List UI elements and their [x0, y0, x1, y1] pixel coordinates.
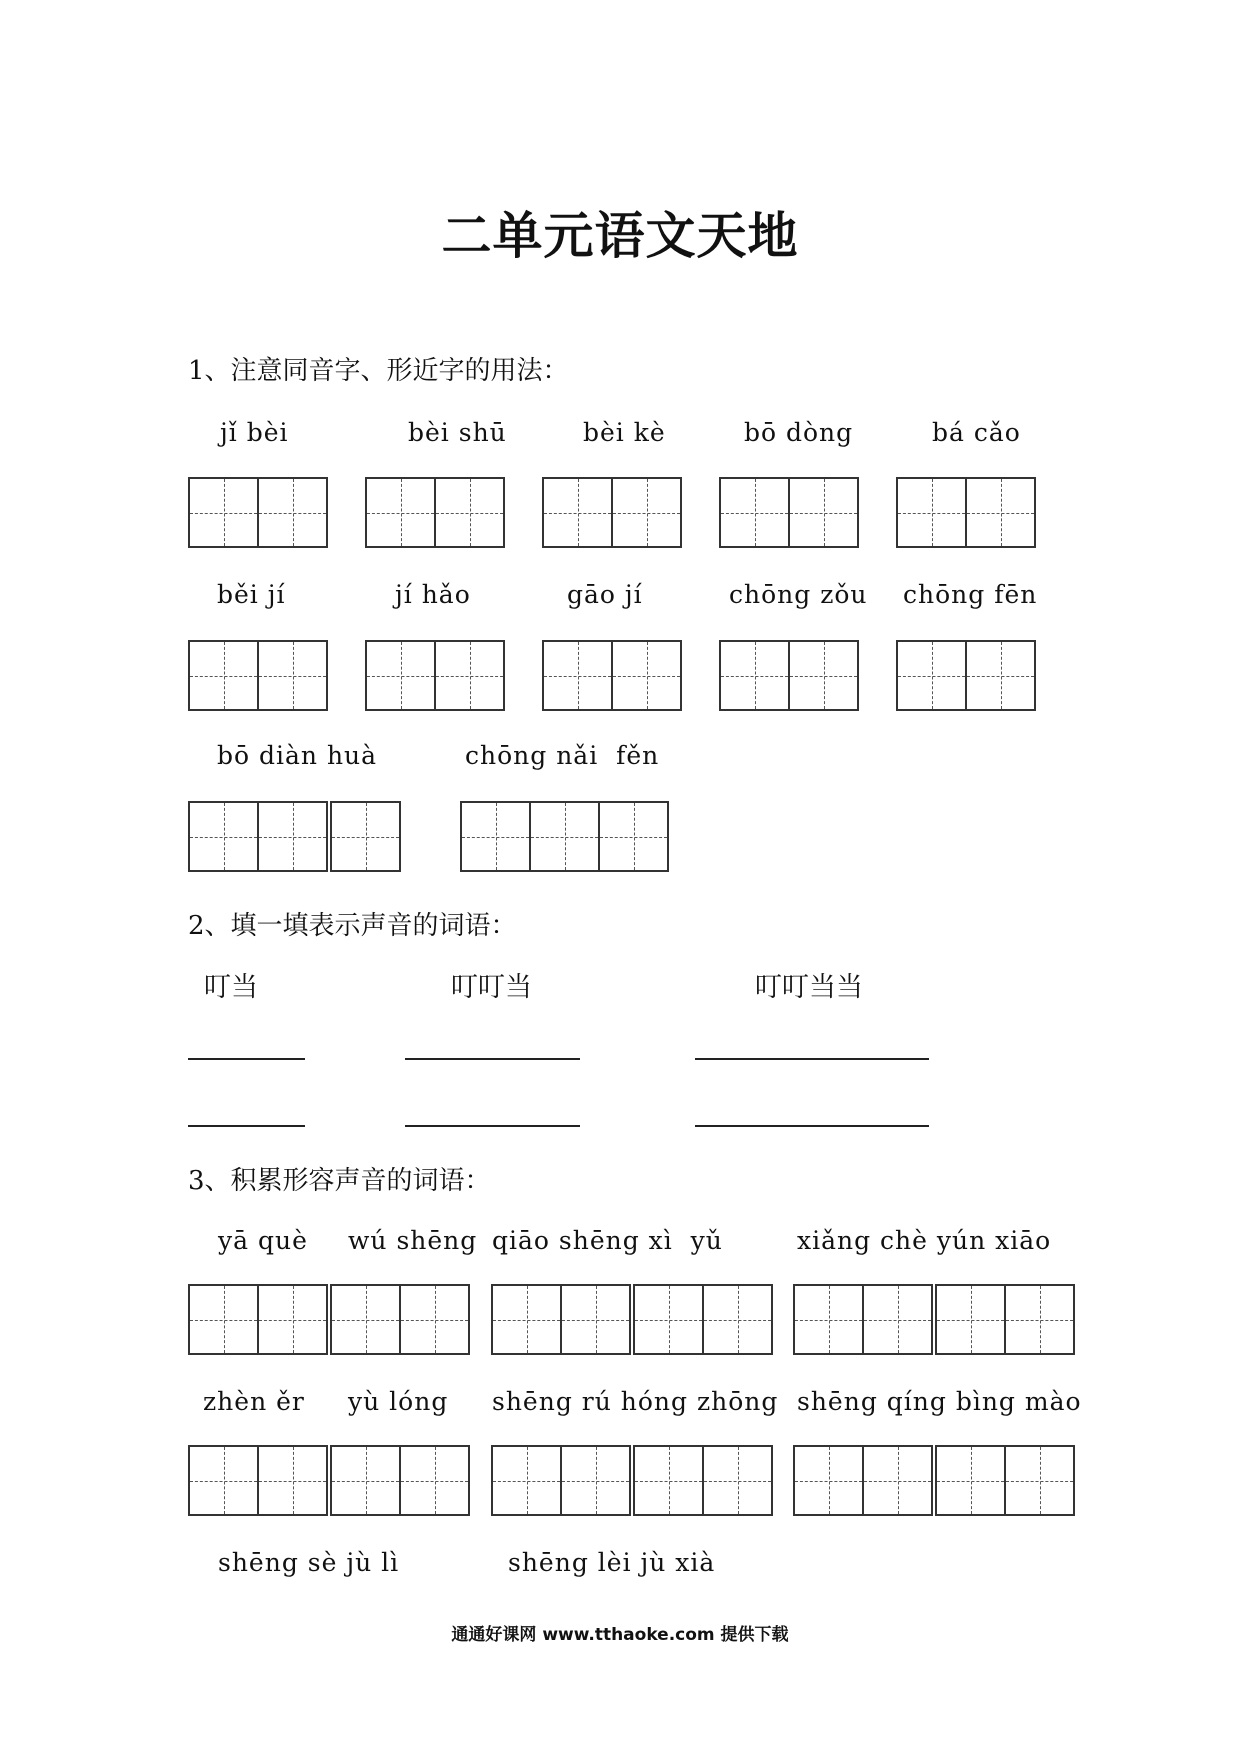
grid-cell[interactable]: [633, 1445, 704, 1516]
writing-grid[interactable]: [491, 1445, 773, 1516]
grid-cell[interactable]: [790, 640, 859, 711]
grid-cell[interactable]: [401, 1445, 470, 1516]
writing-grid[interactable]: [188, 477, 328, 548]
answer-line[interactable]: [188, 1058, 305, 1060]
pinyin-label: wú shēng: [348, 1226, 478, 1255]
answer-line[interactable]: [405, 1058, 580, 1060]
grid-cell[interactable]: [790, 477, 859, 548]
grid-cell[interactable]: [188, 1445, 259, 1516]
grid-cell[interactable]: [967, 477, 1036, 548]
grid-cell[interactable]: [719, 477, 790, 548]
grid-cell[interactable]: [704, 1445, 773, 1516]
pinyin-label: bō diàn huà: [217, 741, 378, 770]
writing-grid[interactable]: [460, 801, 669, 872]
sound-word: 叮当: [204, 972, 258, 1003]
pinyin-label: chōng fēn: [903, 580, 1038, 609]
page-title: 二单元语文天地: [441, 207, 799, 265]
grid-cell[interactable]: [188, 640, 259, 711]
grid-cell[interactable]: [531, 801, 600, 872]
grid-cell[interactable]: [613, 477, 682, 548]
grid-cell[interactable]: [330, 801, 401, 872]
pinyin-label: běi jí: [217, 580, 286, 609]
pinyin-label: bō dòng: [744, 418, 854, 447]
grid-cell[interactable]: [259, 801, 328, 872]
pinyin-label: shēng lèi jù xià: [508, 1548, 716, 1577]
grid-cell[interactable]: [365, 640, 436, 711]
grid-cell[interactable]: [1006, 1445, 1075, 1516]
pinyin-label: chōng zǒu: [729, 580, 868, 609]
pinyin-label: chōng nǎi fěn: [465, 741, 660, 770]
grid-cell[interactable]: [259, 1284, 328, 1355]
grid-cell[interactable]: [188, 1284, 259, 1355]
grid-cell[interactable]: [259, 640, 328, 711]
writing-grid[interactable]: [188, 640, 328, 711]
writing-grid[interactable]: [188, 1284, 470, 1355]
writing-grid[interactable]: [896, 477, 1036, 548]
pinyin-label: yā què: [218, 1226, 308, 1255]
grid-cell[interactable]: [562, 1445, 631, 1516]
pinyin-label: bèi kè: [583, 418, 666, 447]
grid-cell[interactable]: [633, 1284, 704, 1355]
grid-cell[interactable]: [542, 640, 613, 711]
grid-cell[interactable]: [188, 477, 259, 548]
footer-credit: 通通好课网 www.tthaoke.com 提供下载: [451, 1625, 789, 1645]
writing-grid[interactable]: [793, 1445, 1075, 1516]
pinyin-label: bá cǎo: [932, 418, 1021, 447]
writing-grid[interactable]: [542, 477, 682, 548]
sound-word: 叮叮当当: [755, 972, 863, 1003]
writing-grid[interactable]: [793, 1284, 1075, 1355]
grid-cell[interactable]: [935, 1284, 1006, 1355]
pinyin-label: shēng sè jù lì: [218, 1548, 400, 1577]
writing-grid[interactable]: [719, 640, 859, 711]
grid-cell[interactable]: [436, 477, 505, 548]
grid-cell[interactable]: [793, 1284, 864, 1355]
pinyin-label: bèi shū: [408, 418, 507, 447]
grid-cell[interactable]: [719, 640, 790, 711]
grid-cell[interactable]: [491, 1284, 562, 1355]
pinyin-label: jí hǎo: [395, 580, 471, 609]
grid-cell[interactable]: [562, 1284, 631, 1355]
pinyin-label: qiāo shēng xì yǔ: [492, 1226, 723, 1255]
grid-cell[interactable]: [330, 1445, 401, 1516]
grid-cell[interactable]: [793, 1445, 864, 1516]
writing-grid[interactable]: [491, 1284, 773, 1355]
writing-grid[interactable]: [365, 640, 505, 711]
pinyin-label: jǐ bèi: [220, 418, 289, 447]
grid-cell[interactable]: [1006, 1284, 1075, 1355]
pinyin-label: zhèn ěr: [203, 1387, 305, 1416]
writing-grid[interactable]: [896, 640, 1036, 711]
writing-grid[interactable]: [719, 477, 859, 548]
grid-cell[interactable]: [864, 1445, 933, 1516]
writing-grid[interactable]: [365, 477, 505, 548]
answer-line[interactable]: [405, 1125, 580, 1127]
grid-cell[interactable]: [259, 477, 328, 548]
grid-cell[interactable]: [436, 640, 505, 711]
writing-grid[interactable]: [188, 1445, 470, 1516]
writing-grid[interactable]: [542, 640, 682, 711]
grid-cell[interactable]: [613, 640, 682, 711]
pinyin-label: xiǎng chè yún xiāo: [797, 1226, 1052, 1255]
grid-cell[interactable]: [896, 640, 967, 711]
pinyin-label: shēng rú hóng zhōng: [492, 1387, 779, 1416]
grid-cell[interactable]: [864, 1284, 933, 1355]
grid-cell[interactable]: [330, 1284, 401, 1355]
section-3-heading: 3、积累形容声音的词语：: [188, 1166, 491, 1196]
grid-cell[interactable]: [967, 640, 1036, 711]
grid-cell[interactable]: [935, 1445, 1006, 1516]
grid-cell[interactable]: [600, 801, 669, 872]
grid-cell[interactable]: [460, 801, 531, 872]
section-1-heading: 1、注意同音字、形近字的用法：: [188, 356, 569, 386]
grid-cell[interactable]: [401, 1284, 470, 1355]
sound-word: 叮叮当: [451, 972, 532, 1003]
answer-line[interactable]: [695, 1125, 929, 1127]
pinyin-label: shēng qíng bìng mào: [797, 1387, 1082, 1416]
grid-cell[interactable]: [896, 477, 967, 548]
pinyin-label: gāo jí: [567, 580, 643, 609]
grid-cell[interactable]: [365, 477, 436, 548]
pinyin-label: yù lóng: [348, 1387, 449, 1416]
answer-line[interactable]: [188, 1125, 305, 1127]
answer-line[interactable]: [695, 1058, 929, 1060]
grid-cell[interactable]: [259, 1445, 328, 1516]
grid-cell[interactable]: [542, 477, 613, 548]
writing-grid[interactable]: [188, 801, 401, 872]
section-2-heading: 2、填一填表示声音的词语：: [188, 911, 517, 941]
grid-cell[interactable]: [704, 1284, 773, 1355]
grid-cell[interactable]: [491, 1445, 562, 1516]
grid-cell[interactable]: [188, 801, 259, 872]
